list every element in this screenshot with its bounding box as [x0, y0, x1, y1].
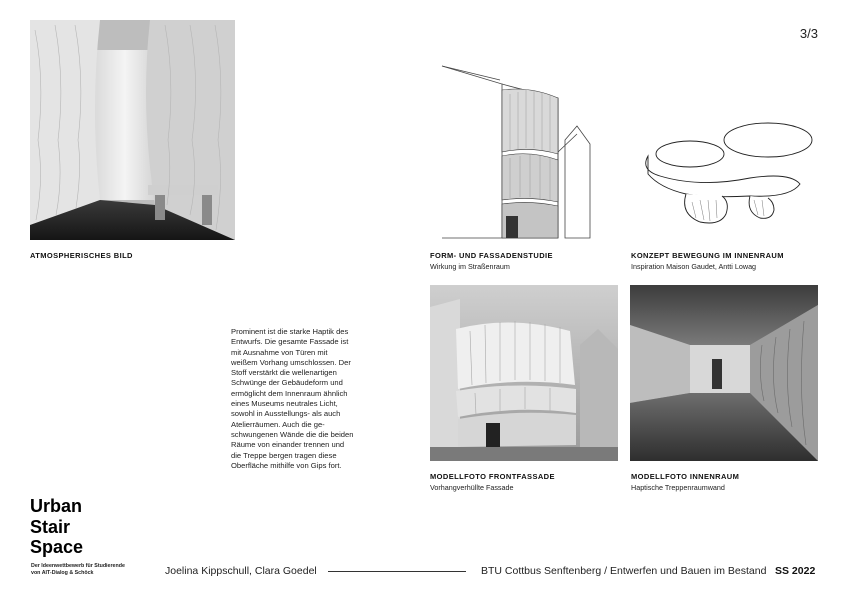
brand-line-1: Urban — [30, 496, 83, 516]
concept-caption-title: KONZEPT BEWEGUNG IM INNENRAUM — [631, 251, 784, 260]
footer-institution: BTU Cottbus Senftenberg / Entwerfen und Bauen im Bestand — [481, 565, 767, 577]
front-caption-subtitle: Vorhangverhüllte Fassade — [430, 483, 514, 492]
description-text: Prominent ist die starke Haptik des Entwurfs. Die gesamte Fassade ist mit Ausnahme von Türen mit weißem Vorhang umschlossen. Der Stoff verstärkt die wellenartigen Schwünge der Gebäudeform und ermöglicht dem Innenraum ähnlich eines Museums neutrales Licht, sowohl in Ausstellungs- als auch Atelierräumen. Auch die ge-schwungenen Wände die die beiden Räume von einander trennen und die Treppe bergen tragen diese Oberfläche mithilfe von Gips fort. — [231, 327, 354, 470]
brand-sub-1: Der Ideenwettbewerb für Studierende — [31, 563, 125, 569]
brand-line-3: Space — [30, 537, 84, 557]
interior-caption-subtitle: Haptische Treppenraumwand — [631, 483, 725, 492]
atmospheric-photo — [30, 20, 235, 240]
page-number: 3/3 — [799, 26, 818, 41]
front-caption-title: MODELLFOTO FRONTFASSADE — [430, 472, 555, 481]
brand-logo — [30, 496, 83, 558]
form-sketch — [440, 60, 600, 242]
footer-authors: Joelina Kippschull, Clara Goedel — [165, 565, 317, 577]
footer-divider — [328, 571, 466, 572]
concept-caption-subtitle: Inspiration Maison Gaudet, Antti Lowag — [631, 262, 757, 271]
model-photo-interior — [630, 285, 818, 461]
footer-term: SS 2022 — [775, 565, 816, 577]
interior-caption-title: MODELLFOTO INNENRAUM — [631, 472, 740, 481]
form-caption-title: FORM- UND FASSADENSTUDIE — [430, 251, 553, 260]
brand-sub-2: von AIT-Dialog & Schöck — [31, 569, 94, 576]
brand-line-2: Stair — [30, 516, 71, 537]
brand-subtitle — [31, 563, 141, 576]
form-caption-subtitle: Wirkung im Straßenraum — [430, 262, 510, 271]
concept-sketch — [640, 118, 815, 228]
model-photo-front — [430, 285, 618, 461]
atmos-caption-title: ATMOSPHERISCHES BILD — [30, 251, 133, 260]
